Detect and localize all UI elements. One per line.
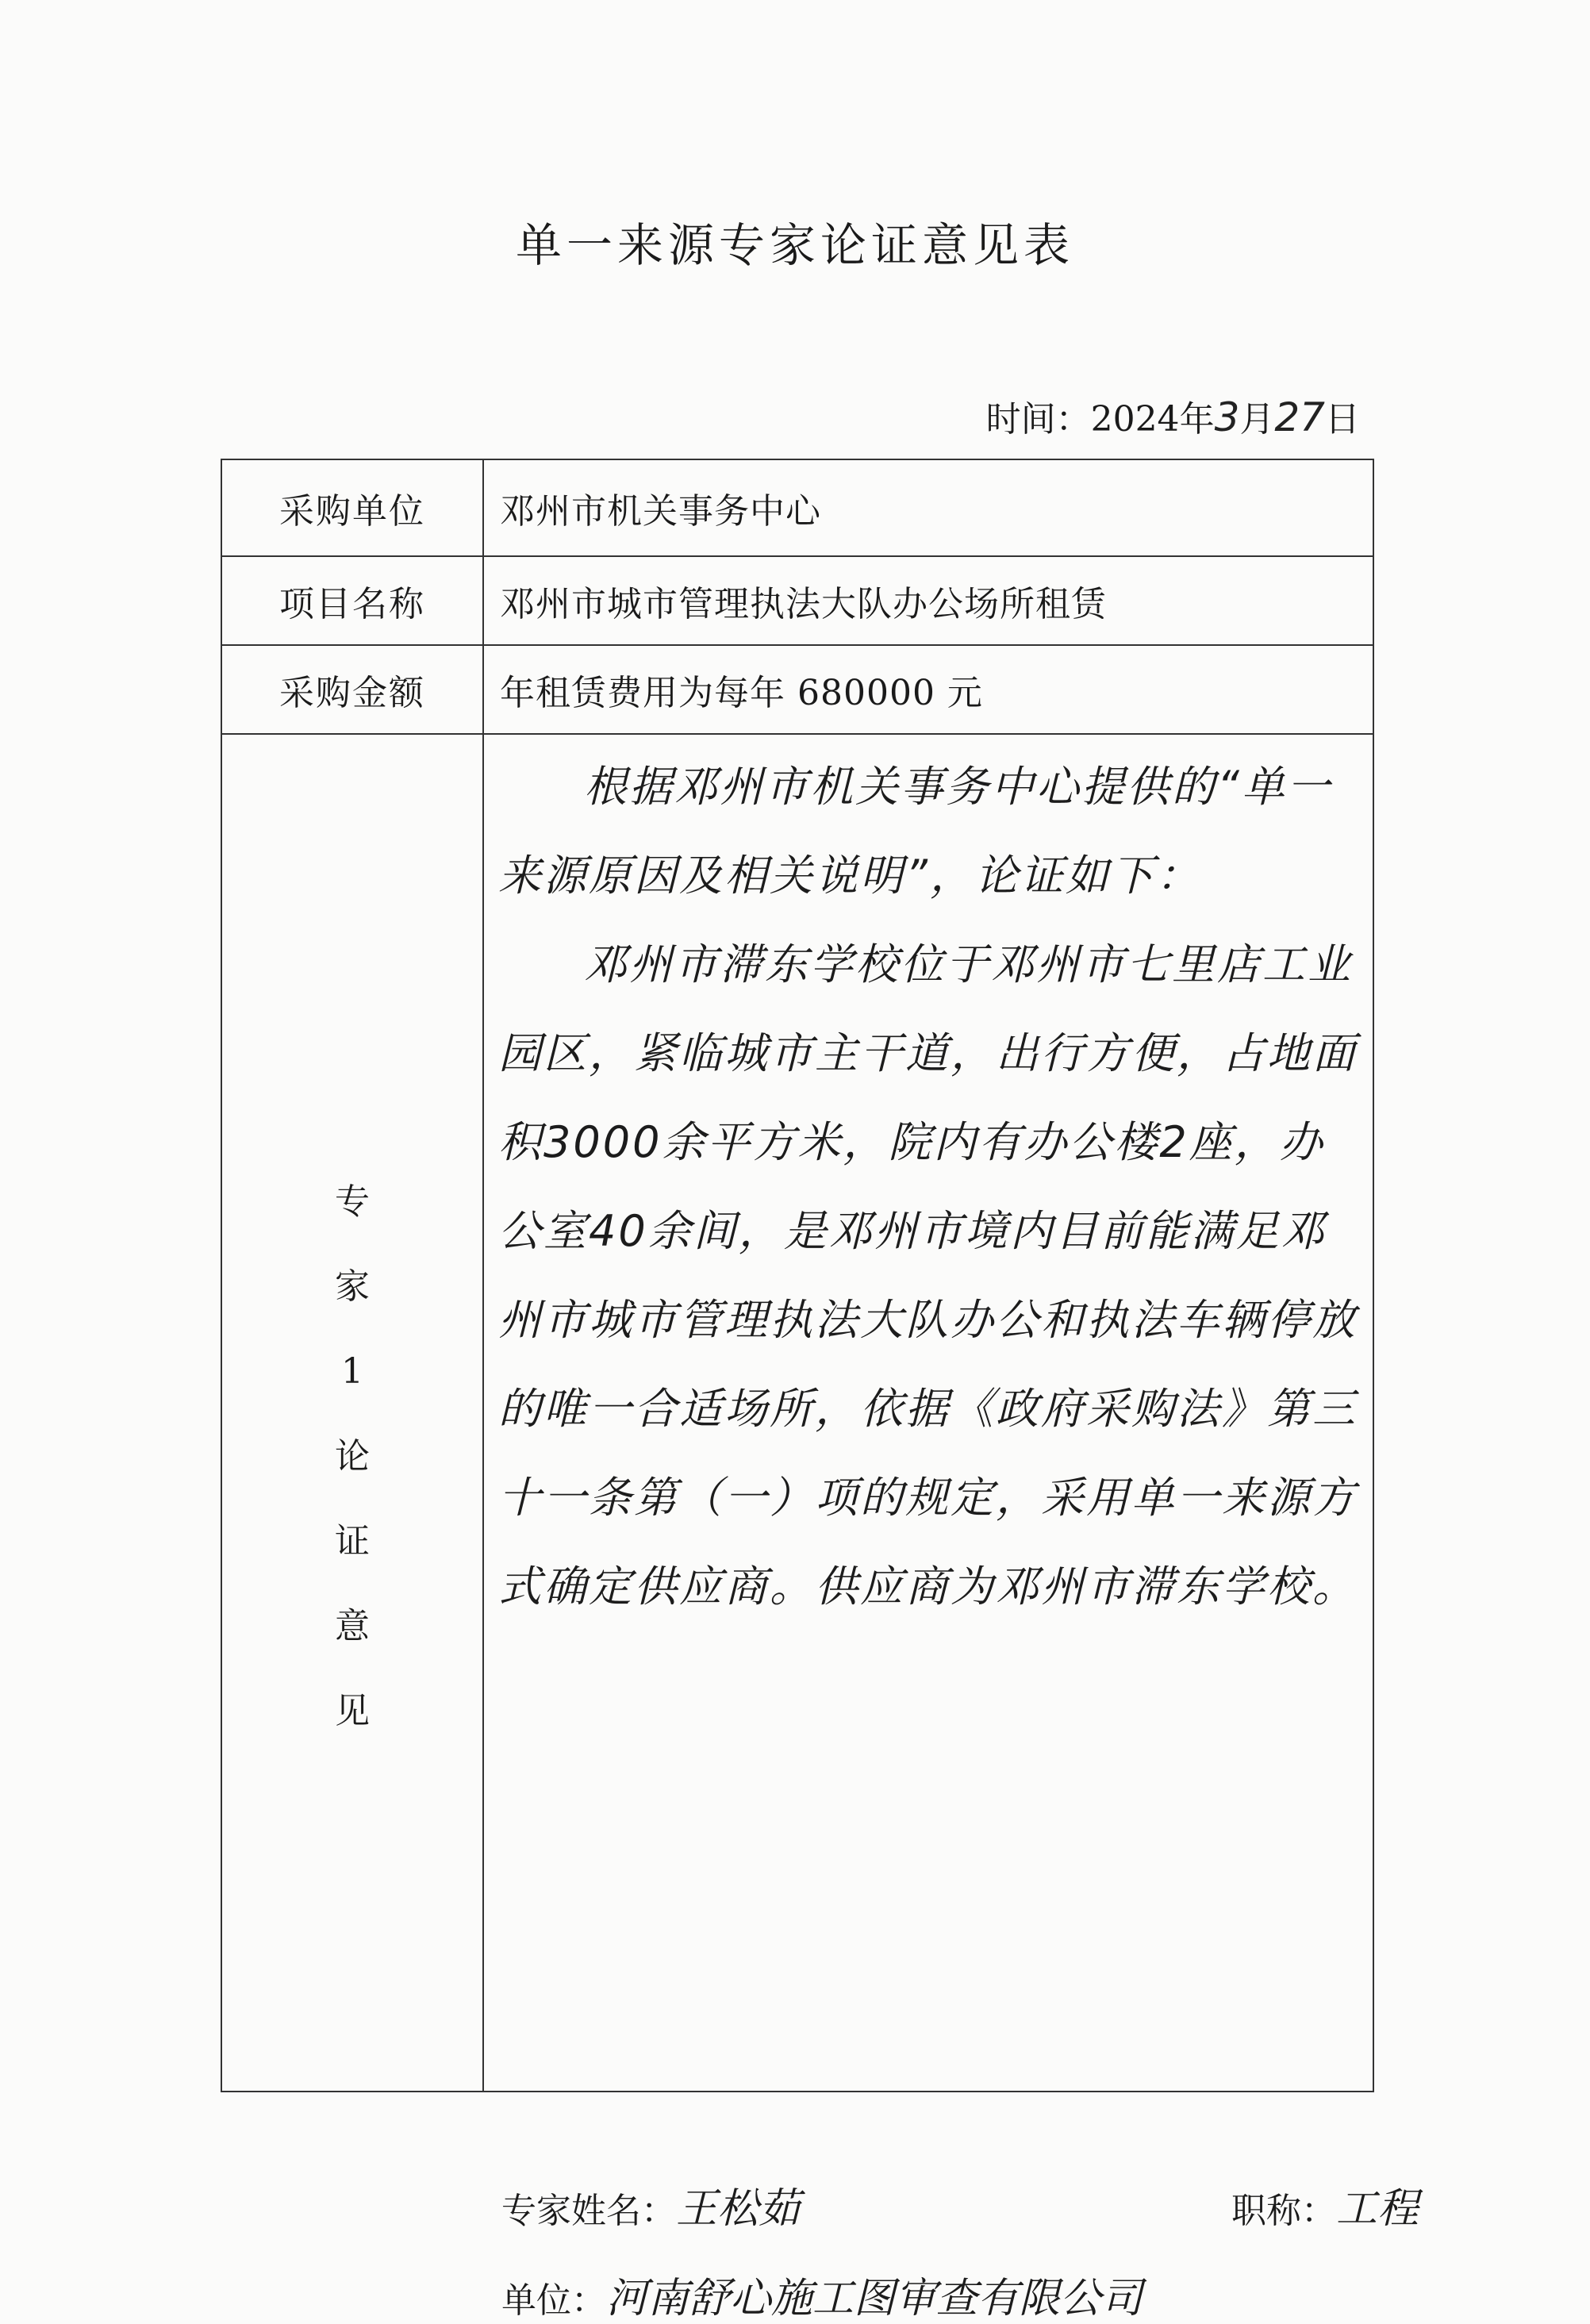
expert-opinion-section — [222, 735, 1419, 2322]
opinion-label-char: 论 — [335, 1436, 370, 1477]
row-purchaser — [222, 460, 1373, 557]
expert-opinion-text — [498, 743, 1361, 1631]
date-year: 2024 — [1090, 399, 1180, 440]
opinion-label-char: 意 — [335, 1606, 370, 1646]
opinion-paragraph: 邓州市滞东学校位于邓州市七里店工业园区，紧临城市主干道，出行方便，占地面积3000余平方米，院内有办公楼2座，办公室40余间，是邓州市境内目前能满足邓州市城市管理执法大队办公和执法车辆停放的唯一合适场所，依据《政府采购法》第三十一条第（一）项的规定，采用单一来源方式确定供应商。供应商为邓州市滞东学校。 — [498, 939, 1358, 1611]
expert-unit-label: 单位： — [501, 2280, 606, 2321]
amount-value: 年租赁费用为每年 680000 元 — [500, 673, 983, 713]
expert-title-label: 职称： — [1231, 2191, 1336, 2231]
project-name-value: 邓州市城市管理执法大队办公场所租赁 — [500, 584, 1107, 624]
opinion-label-char: 专 — [335, 1181, 370, 1222]
expert-unit-line — [501, 2264, 1143, 2324]
date-line — [986, 390, 1360, 441]
date-month: 3 — [1214, 394, 1240, 440]
page-title: 单一来源专家论证意见表 — [515, 218, 1074, 272]
expert-title-line — [1231, 2175, 1419, 2234]
date-day-unit: 日 — [1325, 399, 1360, 440]
expert-name-line — [501, 2175, 1419, 2234]
date-label: 时间： — [985, 399, 1091, 440]
row-amount — [222, 646, 1373, 735]
date-day: 27 — [1274, 394, 1325, 440]
expert-title-value: 工程 — [1336, 2185, 1419, 2233]
opinion-label-char: 1 — [341, 1351, 363, 1392]
opinion-label-char: 家 — [335, 1266, 370, 1307]
purchaser-label: 采购单位 — [222, 460, 484, 555]
expert-opinion-label — [222, 735, 484, 2091]
expert-name-label: 专家姓名： — [501, 2191, 676, 2231]
date-year-unit: 年 — [1179, 399, 1215, 440]
opinion-label-char: 证 — [335, 1521, 370, 1561]
expert-name-signature: 王松茹 — [676, 2185, 801, 2233]
opinion-label-char: 见 — [335, 1691, 370, 1731]
expert-unit-value: 河南舒心施工图审查有限公司 — [606, 2275, 1143, 2322]
project-name-label: 项目名称 — [222, 557, 484, 644]
purchaser-value: 邓州市机关事务中心 — [500, 491, 821, 532]
form-table — [221, 459, 1419, 2322]
amount-label: 采购金额 — [222, 646, 484, 733]
row-project-name — [222, 557, 1373, 646]
opinion-paragraph: 根据邓州市机关事务中心提供的“单一来源原因及相关说明”，论证如下： — [498, 762, 1332, 901]
date-month-unit: 月 — [1239, 399, 1275, 440]
